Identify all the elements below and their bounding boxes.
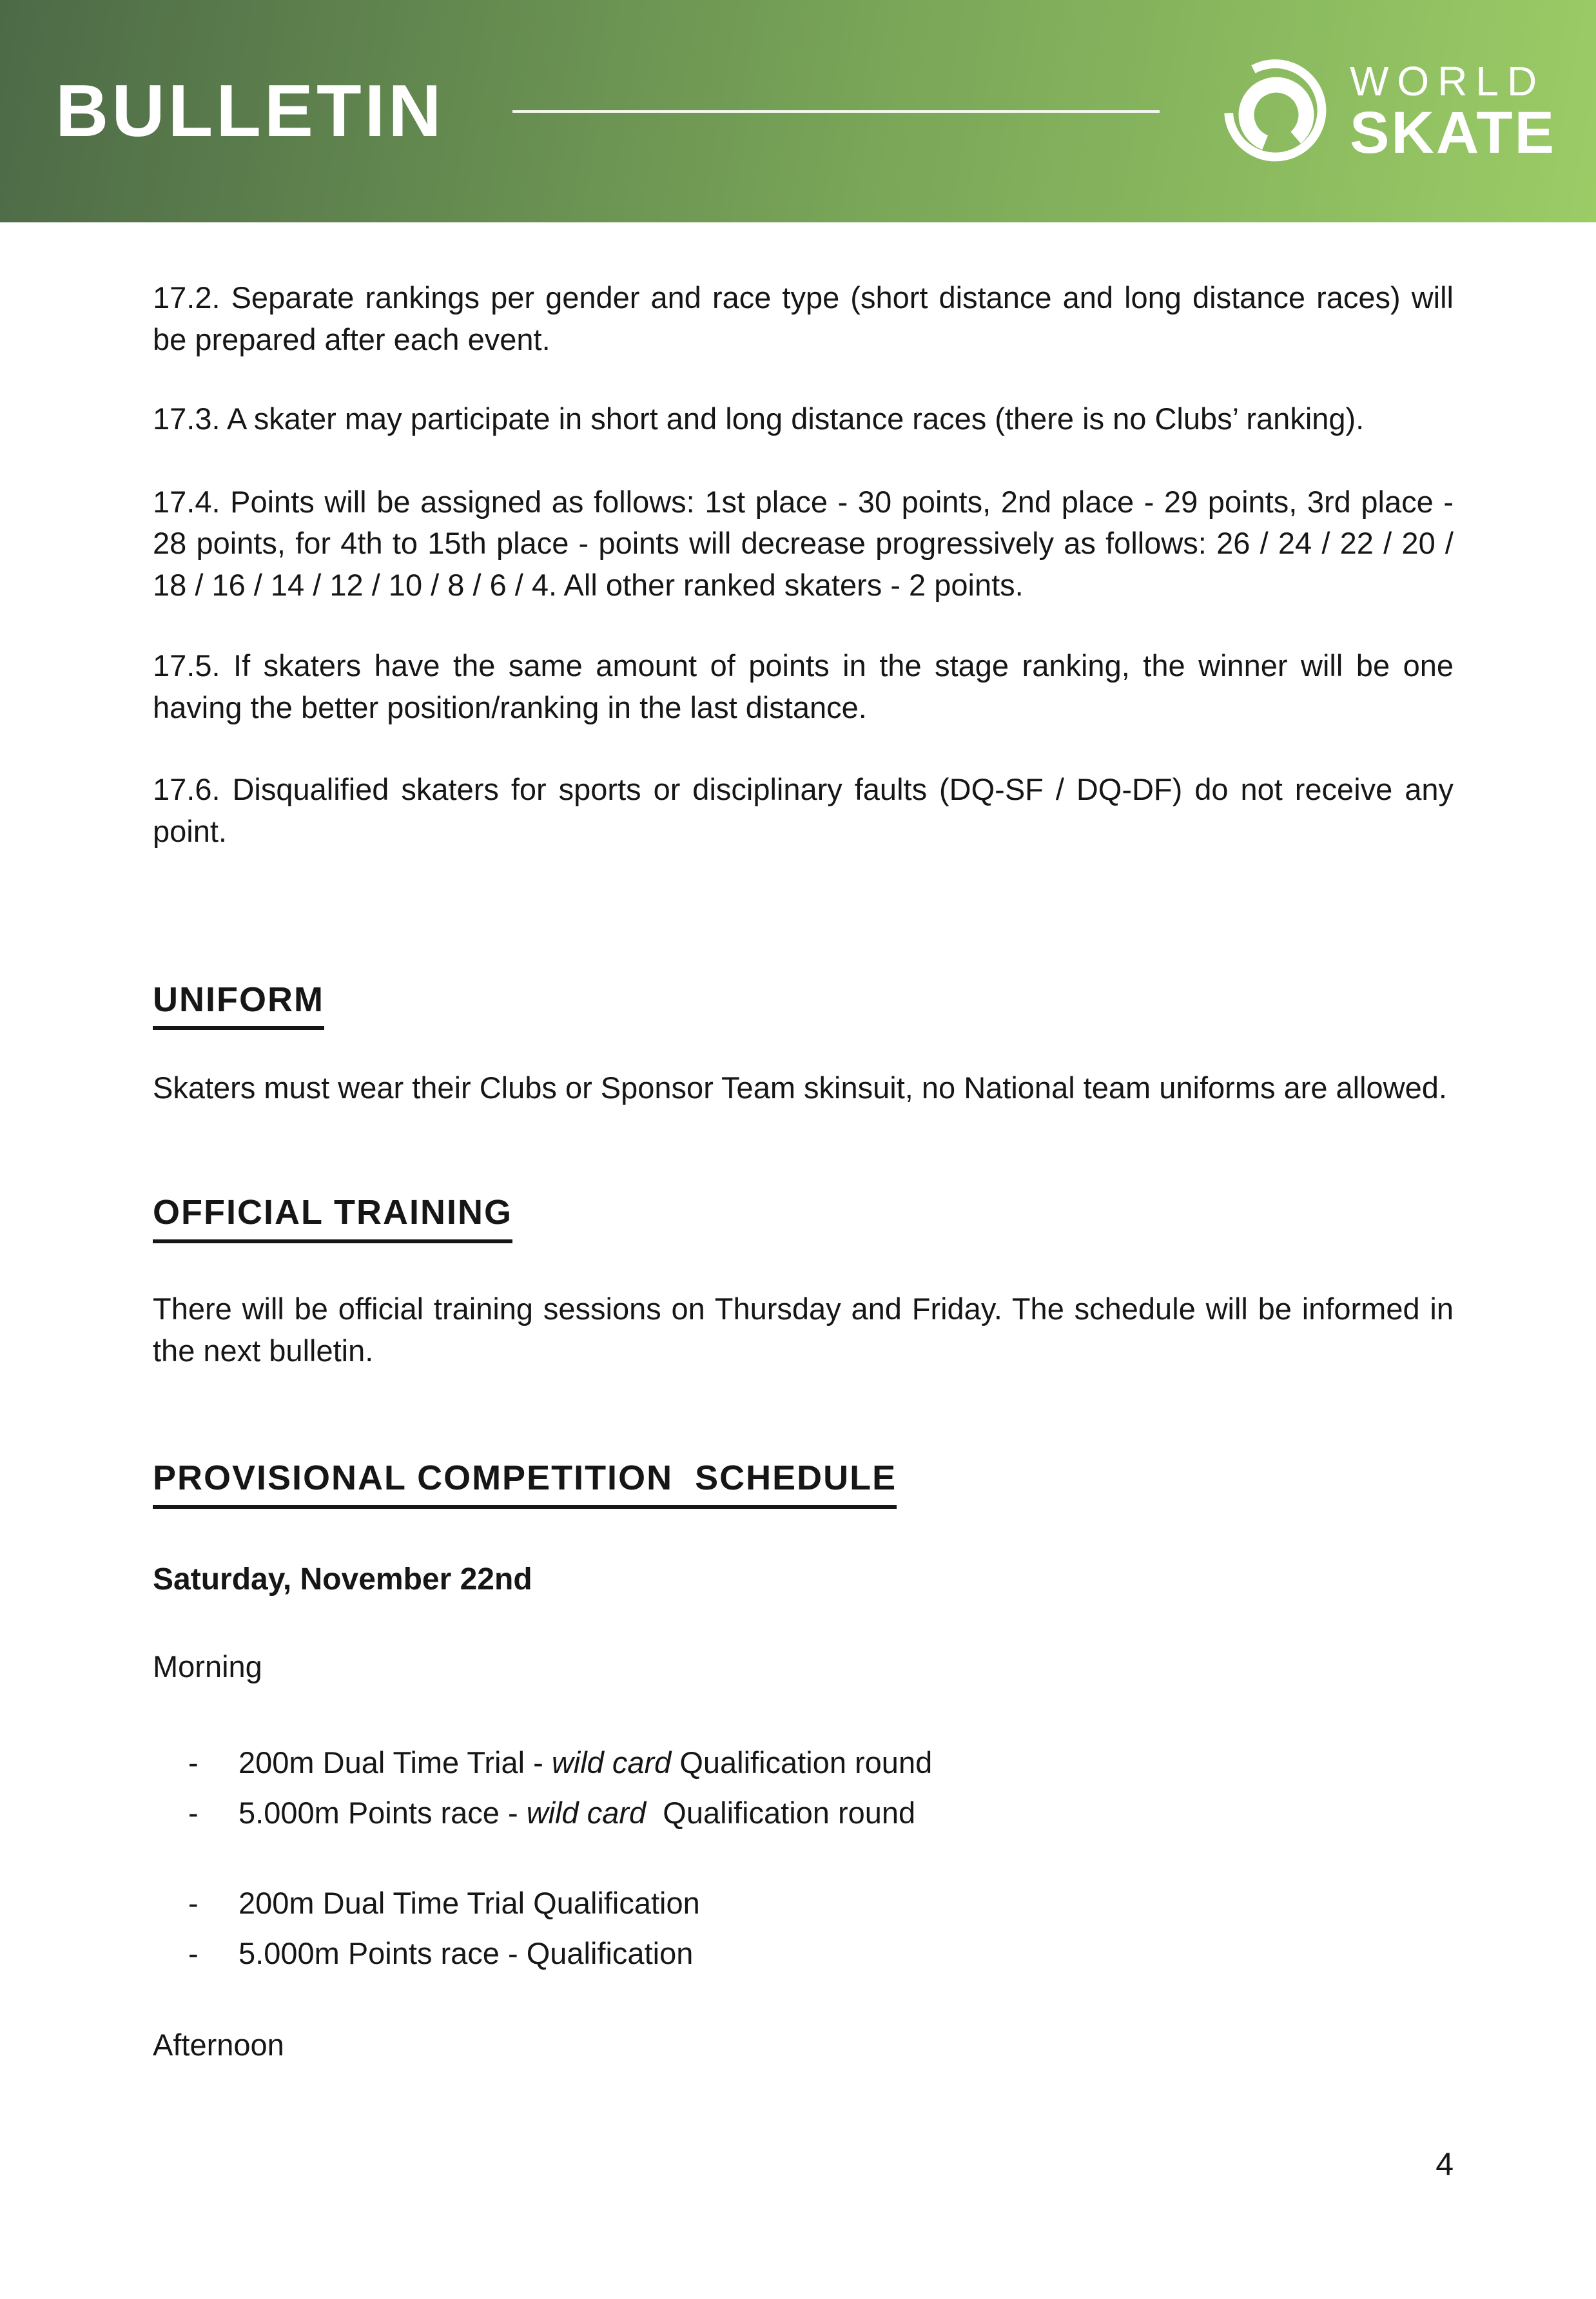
schedule-item-text — [238, 1791, 915, 1835]
bulletin-title: BULLETIN — [55, 70, 445, 152]
schedule-item-text-post: Qualification round — [671, 1745, 933, 1780]
schedule-item-text — [238, 1881, 700, 1925]
world-skate-logo — [1221, 52, 1556, 171]
schedule-item — [153, 1881, 1454, 1925]
schedule-item-text — [238, 1932, 693, 1975]
schedule-item-text — [238, 1741, 932, 1785]
schedule-item-text-pre: 5.000m Points race - Qualification — [238, 1935, 694, 1970]
uniform-paragraph: Skaters must wear their Clubs or Sponsor Team skinsuit, no National team uniforms are allowed. — [153, 1071, 1447, 1105]
schedule-item — [153, 1741, 1454, 1785]
training-paragraph: There will be official training sessions on Thursday and Friday. The schedule will be informed in the next bulletin. — [153, 1292, 1454, 1368]
section-heading-uniform-text: UNIFORM — [153, 979, 324, 1031]
rule-paragraph-17-3: 17.3. A skater may participate in short and long distance races (there is no Clubs’ ranking). — [153, 401, 1365, 436]
section-heading-official-training-text: OFFICIAL TRAINING — [153, 1192, 512, 1243]
schedule-item-text-italic: wild card — [551, 1745, 672, 1780]
schedule-morning-group-1 — [153, 1741, 1454, 1835]
document-body — [0, 222, 1596, 2062]
schedule-item-text-pre: 5.000m Points race - — [238, 1795, 527, 1830]
logo-word-world: WORLD — [1350, 57, 1546, 104]
logo-word-skate: SKATE — [1350, 100, 1556, 166]
bullet-dash: - — [188, 1935, 199, 1970]
world-skate-logo-text — [1350, 57, 1556, 166]
section-heading-uniform — [153, 979, 1454, 1031]
schedule-afternoon-label: Afternoon — [153, 2028, 284, 2062]
schedule-day: Saturday, November 22nd — [153, 1562, 532, 1596]
world-skate-swirl-icon — [1221, 52, 1332, 171]
header-divider-line — [512, 110, 1160, 113]
page-number: 4 — [1435, 2146, 1454, 2182]
section-heading-official-training — [153, 1192, 1454, 1243]
rule-paragraph-17-2: 17.2. Separate rankings per gender and race type (short distance and long distance races) will be prepared after each event. — [153, 280, 1454, 356]
rule-paragraph-17-5: 17.5. If skaters have the same amount of points in the stage ranking, the winner will be one having the better position/ranking in the last distance. — [153, 648, 1454, 725]
bullet-dash: - — [188, 1795, 199, 1830]
section-heading-schedule-text: PROVISIONAL COMPETITION SCHEDULE — [153, 1457, 897, 1509]
rule-paragraph-17-6: 17.6. Disqualified skaters for sports or disciplinary faults (DQ-SF / DQ-DF) do not receive any point. — [153, 771, 1454, 848]
schedule-item-text-post: Qualification round — [646, 1795, 916, 1830]
schedule-item-text-italic: wild card — [526, 1795, 647, 1830]
bullet-dash: - — [188, 1885, 199, 1920]
section-heading-schedule — [153, 1457, 1454, 1509]
page-header — [0, 0, 1596, 222]
schedule-item — [153, 1932, 1454, 1975]
schedule-morning-group-2 — [153, 1881, 1454, 1975]
bullet-dash: - — [188, 1745, 199, 1780]
schedule-item-text-pre: 200m Dual Time Trial Qualification — [238, 1885, 700, 1920]
schedule-item-text-pre: 200m Dual Time Trial - — [238, 1745, 552, 1780]
schedule-item — [153, 1791, 1454, 1835]
schedule-morning-label: Morning — [153, 1649, 262, 1683]
rule-paragraph-17-4: 17.4. Points will be assigned as follows: 1st place - 30 points, 2nd place - 29 points, 3rd place - 28 points, for 4th to 15th place - points will decrease progressively as follows: 26 / 24 / 22 / 20 / 18 / 16 / 14 / 12 / 10 / 8 / 6 / 4. All other ranked skaters - 2 points. — [153, 484, 1454, 603]
